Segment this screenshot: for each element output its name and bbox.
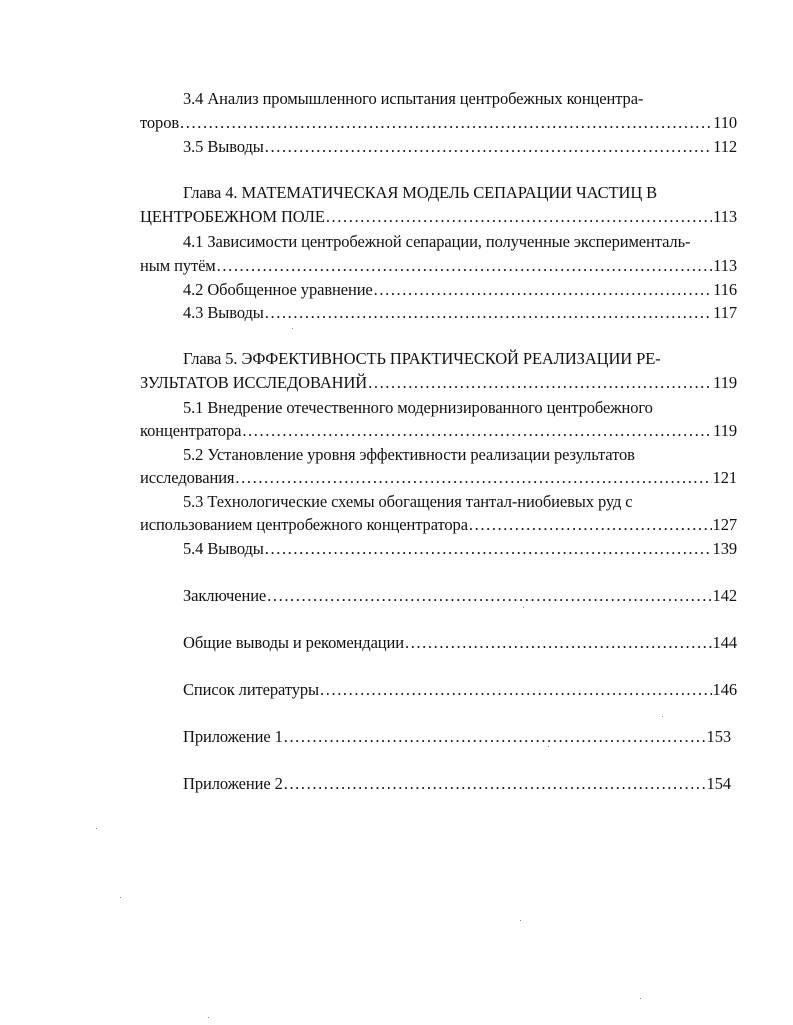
page-number: 113 [713,207,737,226]
page-number: 146 [712,680,737,699]
toc-appendix-2[interactable] [183,773,731,795]
toc-entry-5-1-line1: 5.1 Внедрение отечественного модернизированного центробежного [183,398,653,417]
dot-leader [265,302,712,324]
scan-speck [523,607,524,608]
toc-entry-5-4[interactable] [183,538,737,560]
page-number: 154 [706,774,731,793]
toc-entry-5-1-line2: концентратора [140,421,242,440]
dot-leader [374,279,713,301]
dot-leader [469,514,712,536]
toc-chapter-5-line1: Глава 5. ЭФФЕКТИВНОСТЬ ПРАКТИЧЕСКОЙ РЕАЛИЗАЦИИ РЕ- [183,349,661,368]
dot-leader [265,136,712,158]
page-number: 113 [713,256,737,275]
toc-entry-5-2[interactable] [140,467,737,489]
dot-leader [217,255,713,277]
toc-entry-3-4-line2: торов [140,113,180,132]
toc-appendix-1[interactable] [183,726,731,748]
dot-leader [180,112,712,134]
page-number: 119 [713,373,737,392]
toc-entry-5-3-line1: 5.3 Технологические схемы обогащения тантал-ниобиевых руд с [183,492,633,511]
scan-speck [662,716,663,717]
toc-conclusion[interactable] [183,585,737,607]
toc-entry-3-4[interactable] [140,112,737,134]
dot-leader [265,538,712,560]
toc-general-conclusions[interactable] [183,632,737,654]
toc-chapter-4-line1: Глава 4. МАТЕМАТИЧЕСКАЯ МОДЕЛЬ СЕПАРАЦИИ ЧАСТИЦ В [183,183,658,202]
page-number: 144 [712,633,737,652]
toc-entry-4-1-line2: ным путём [140,256,216,275]
toc-entry-3-4-line1: 3.4 Анализ промышленного испытания центробежных концентра- [183,89,644,108]
dot-leader [235,467,711,489]
scan-speck [548,746,549,747]
toc-entry-4-1-line1: 4.1 Зависимости центробежной сепарации, полученные эксперименталь- [183,232,691,251]
toc-entry-5-2-line1: 5.2 Установление уровня эффективности реализации результатов [183,445,635,464]
dot-leader [405,632,712,654]
toc-entry-3-5-title: 3.5 Выводы [183,137,264,156]
toc-entry-4-3-title: 4.3 Выводы [183,303,264,322]
toc-general-conclusions-title: Общие выводы и рекомендации [183,633,404,652]
toc-chapter-4[interactable] [140,206,737,228]
scan-speck [96,828,97,829]
dot-leader [326,206,712,228]
toc-appendix-2-title: Приложение 2 [183,774,283,793]
toc-entry-5-1[interactable] [140,420,737,442]
toc-entry-4-2[interactable] [183,279,737,301]
page-number: 153 [706,727,731,746]
page-number: 119 [713,421,737,440]
toc-appendix-1-title: Приложение 1 [183,727,283,746]
dot-leader [284,773,706,795]
scan-speck [520,920,521,921]
page-number: 112 [713,137,737,156]
page-number: 117 [713,303,737,322]
scan-speck [120,897,121,898]
dot-leader [242,420,712,442]
page-number: 139 [712,539,737,558]
dot-leader [267,585,711,607]
toc-conclusion-title: Заключение [183,586,267,605]
page-number: 142 [712,586,737,605]
scan-speck [640,998,641,999]
toc-chapter-5[interactable] [140,372,737,394]
toc-references[interactable] [183,679,737,701]
scan-speck [292,328,293,329]
toc-entry-4-3[interactable] [183,302,737,324]
page-number: 110 [713,113,737,132]
toc-entry-3-5[interactable] [183,136,737,158]
toc-entry-4-2-title: 4.2 Обобщенное уравнение [183,280,373,299]
dot-leader [284,726,706,748]
page-number: 127 [712,515,737,534]
dot-leader [320,679,712,701]
toc-entry-5-3[interactable] [140,514,737,536]
page-number: 121 [712,468,737,487]
toc-entry-5-4-title: 5.4 Выводы [183,539,264,558]
scan-speck [208,1017,209,1018]
toc-entry-5-2-line2: исследования [140,468,235,487]
dot-leader [368,372,712,394]
toc-references-title: Список литературы [183,680,320,699]
toc-chapter-4-line2: ЦЕНТРОБЕЖНОМ ПОЛЕ [140,207,325,226]
toc-chapter-5-line2: ЗУЛЬТАТОВ ИССЛЕДОВАНИЙ [140,373,368,392]
page-number: 116 [713,280,737,299]
toc-entry-4-1[interactable] [140,255,737,277]
toc-entry-5-3-line2: использованием центробежного концентратора [140,515,468,534]
